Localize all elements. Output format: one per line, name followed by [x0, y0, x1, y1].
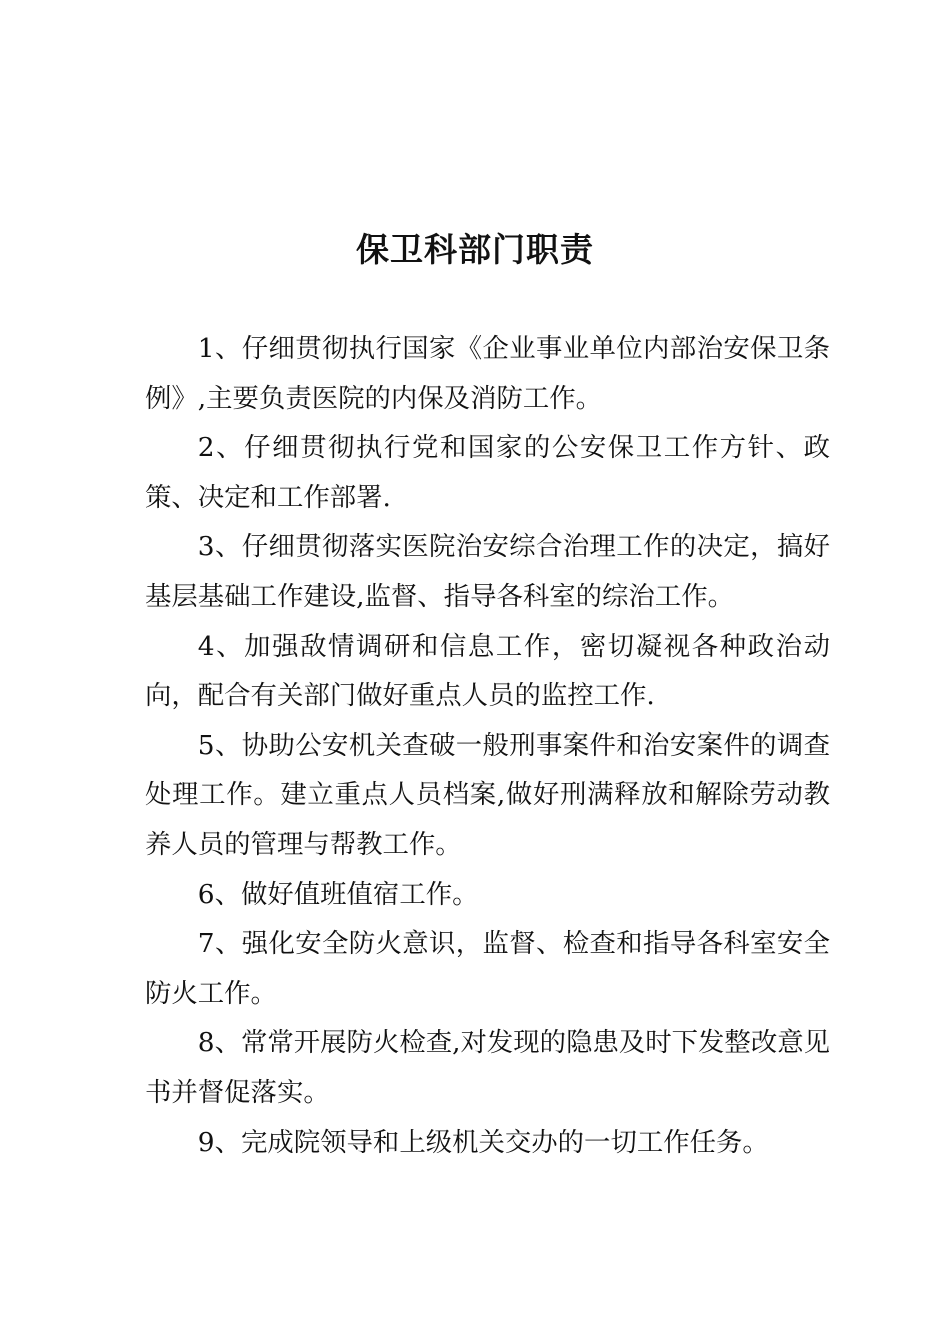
document-body [145, 324, 830, 1167]
duty-item-5: 5、协助公安机关查破一般刑事案件和治安案件的调查处理工作。建立重点人员档案,做好刑满释放和解除劳动教养人员的管理与帮教工作。 [145, 729, 830, 860]
duty-item-7: 7、强化安全防火意识，监督、检查和指导各科室安全防火工作。 [145, 928, 830, 1009]
duty-item-8: 8、常常开展防火检查,对发现的隐患及时下发整改意见书并督促落实。 [145, 1027, 830, 1108]
document-title: 保卫科部门职责 [356, 230, 594, 269]
duty-item-1: 1、仔细贯彻执行国家《企业事业单位内部治安保卫条例》,主要负责医院的内保及消防工作。 [145, 333, 830, 414]
duty-item-3: 3、仔细贯彻落实医院治安综合治理工作的决定，搞好基层基础工作建设,监督、指导各科室的综治工作。 [145, 531, 830, 612]
duty-item-4: 4、加强敌情调研和信息工作，密切凝视各种政治动向，配合有关部门做好重点人员的监控工作. [145, 630, 830, 712]
duty-item-9: 9、完成院领导和上级机关交办的一切工作任务。 [197, 1126, 769, 1158]
duty-item-6: 6、做好值班值宿工作。 [197, 878, 479, 910]
duty-item-2: 2、仔细贯彻执行党和国家的公安保卫工作方针、政策、决定和工作部署. [145, 432, 830, 513]
